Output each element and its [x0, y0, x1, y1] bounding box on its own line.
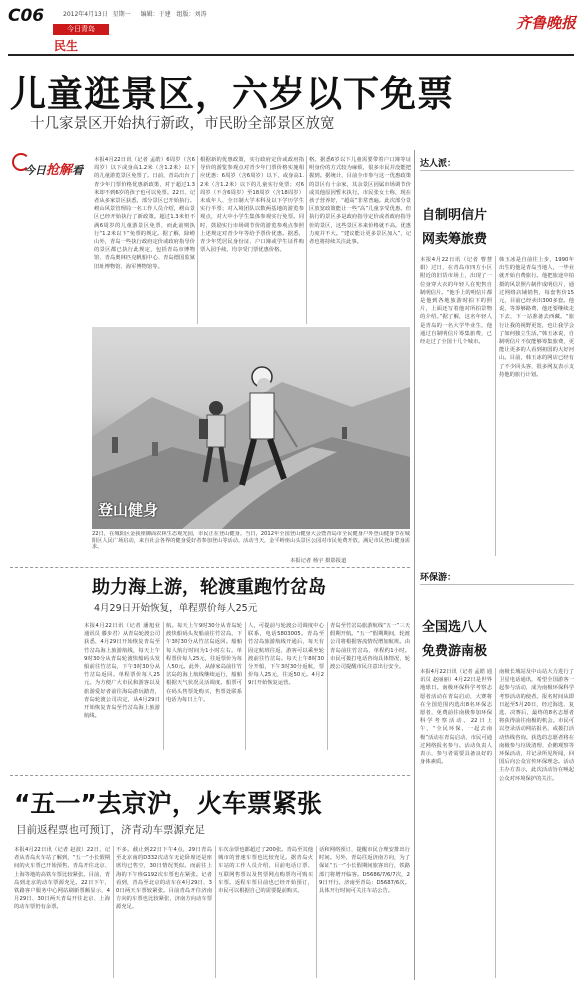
col-divider: [197, 156, 198, 324]
section-name: 民生: [54, 39, 79, 53]
story2-headline: 助力海上游，轮渡重跑竹岔岛: [92, 577, 326, 598]
page-number: C06: [8, 6, 45, 26]
story1-col3: 格。据悉6岁以下儿童需要带着户口簿等证明身份的方式较为麻烦，很多市民并没能把握到。据统计，目前全市参与这一优惠政策的景区有十余家，其余景区因属市场调节价或其他原因暂未执行。市民张女士称，现在孩子营养好，“超高”非常普遍。此次部分景区放宽政策能让一些“高”儿童享受优惠。但执行的景区多是政府指导定价或者政府指导价的景区，这些景区本来价格就不高。优惠力度并不大。“建议能让更多景区加入”，记者也将持续关注此事。: [309, 157, 411, 246]
story3-col3: 车次余票也都超过了200张。青岛至其他城市的普速车票也比较充足。据青岛火车站的工作人员介绍，目前电话订票、互联网售票以及售票网点购票均可购买车票。返程车票目前也已经开始预订，市民可以根据自己的需要提前购买。: [218, 847, 313, 895]
header-weekday: 星期一: [112, 11, 131, 18]
badge-main: 抢解: [46, 163, 73, 178]
side2-col1: 本报4月22日讯（记者 孟皓 通讯员 赵丽丽）4月22日是世界地球日。南极环保科学考察志愿者活动在青岛启动，大赛将在全国范围内选出8名环保志愿者，免费前往南极参加环保科学考察活动。22日上午，“全民环保，一起去南极”活动在青岛启动，市民可通过网络报名参与。活动负责人表示，参与者需要具备良好的身体素质。: [420, 669, 492, 766]
header-designer: 组版：刘涛: [176, 11, 207, 18]
badge-text: [24, 159, 83, 178]
side1-label: 达人派：: [420, 159, 457, 169]
col-divider: [316, 846, 317, 978]
story1-headline: 儿童逛景区，六岁以下免票: [10, 74, 455, 115]
col-divider: [495, 668, 496, 978]
side2-label-rule: [420, 584, 574, 585]
col-divider: [495, 256, 496, 556]
story3-headline: “五一”去京沪，火车票紧张: [14, 789, 322, 818]
story2-col4: 青岛至竹岔岛旅游航线“五一”三天假期开航。“五一”假期期间，轮渡公司将根据客流情况增加航班。由青岛前往竹岔岛，单程约1小时。市民可拨打电话咨询具体情况，轮渡公司提醒市民注意出行安全。: [330, 623, 410, 671]
side1-col1: 本报4月22日讯（记者 曹慧娟）过日，在青岛市四方小区附近的旧货市场上，出现了一位身穿大衣的年轻人在兜售自制明信片。“他手上的明信片都是他到各地旅游时拍下的照片，上面还写着他对所拍景物的介绍。”据了解，这名年轻人是青岛的一名大学毕业生，他通过自制明信片筹集旅费，已经走过了全国十几个城市。: [420, 257, 492, 346]
story2-col2: 航。每天上午9时30分从青岛轮渡快船码头发船前往竹岔岛，下午3时30分从竹岔岛返回。船舶每人航行时间为1小时左右。单程票价每人25元，往返票价为每人50元。此外，从薛家岛前往竹岔岛的海上航线继续运行，船舶根据天气状况灵活调度。船票可在码头售票处购买，售票处联系电话为每日上午。: [166, 623, 242, 703]
photo-overlay-caption: 登山健身: [98, 501, 159, 519]
header-rule: [8, 54, 574, 56]
col-divider: [163, 622, 164, 750]
story1-col2: 根据新的优惠政策，实行政府定价或政府指导价的游览参观点对青少年门票价格实施相应优惠：6周岁（含6周岁）以下，或身高1.2米（含1.2米）以下的儿童实行免票；对6周岁（不含6周岁）至18周岁（含18周岁）未成年人、全日制大学本科及以下学历学生实行半票；对入境团队以数两基地的游览参观点，对大中小学生集体参观实行免票。同时，鼓励实行市场调节价的游览参观点参照上述规定对青少年等给予票价优惠。据悉，青少年凭居民身份证、户口簿或学生证件购票入园手续，均享受门票优惠价格。: [200, 157, 304, 254]
side1-title-line1: 自制明信片: [422, 208, 488, 223]
col-divider: [245, 622, 246, 750]
section-divider: [10, 567, 410, 568]
header-date: 2012年4月13日: [63, 11, 108, 18]
col-divider: [327, 622, 328, 750]
header-editor: 编辑：于建: [140, 11, 171, 18]
side1-label-rule: [420, 170, 574, 171]
story3-col1: 本报4月22日讯（记者 赵波）22日，记者从青岛火车站了解到，“五一”小长假期间的火车票已开始预售，青岛开往北京、上海等地的高铁车票比较紧张。目前，青岛到北京的动车票源充足。22日下午，铁路客户服务中心网站刷新票额显示，4月29日、30日两天青岛开往北京、上海的动车票仍有余票。: [14, 847, 110, 911]
side1-col2: 韩玉冰是自前往上步，1990年出生的他是青岛当地人，一毕业就开始自费旅行。他把旅途中拍摄的风景照片制作成明信片，通过网络店铺销售，每套售价15元，目前已经卖出300多套。他说，等筹够路费，他还要继续走下去，下一站准备去西藏。“旅行让我的视野更宽，也让我学会了如何独立生活。”韩玉冰说，自制明信片不仅能够筹集旅费，更能让更多的人看到祖国的大好河山。目前，韩玉冰的网店已经有了不少回头客，很多网友表示支持他的旅行计划。: [499, 257, 574, 378]
side1-title-line2: 网卖筹旅费: [422, 232, 488, 247]
badge-prefix: 今日: [24, 164, 46, 177]
daily-badge: [10, 151, 100, 191]
story2-col1: 本报4月22日讯（记者 潘旭业 通讯员 滕步君）从青岛轮渡公司获悉，4月29日开始恢复青岛至竹岔岛海上旅游航线，每天上午9时30分从青岛轮渡快船码头发船前往竹岔岛，下午3时30分从竹岔岛返回。单程票价每人25元。为方便广大市民和游客以及旅游爱好者前往海岛游玩踏青，青岛轮渡公司决定，从4月29日开始恢复青岛至竹岔岛海上旅游航线。: [84, 623, 160, 720]
section-divider: [10, 775, 410, 776]
side2-col2: 南极长城站及中山站大力进行了卫星电话通讯，希望全国游客一起参与活动，成为南极环保科学考察活动的使者。报名时间从即日起至5月20日，经过海选、复选、决赛后，最终的8名志愿者将获得前往南极的机会。市民可以登录活动网站报名，或拨打活动热线咨询。获选的志愿者将在南极参与垃圾清理、企鹅观察等环保活动，并记录所见所闻，回国后向公众宣传环保理念。活动主办方表示，此次活动旨在唤起公众对环境保护的关注。: [499, 669, 574, 782]
sidebar-divider: [414, 150, 415, 980]
brand-logo: 齐鲁晚报: [516, 14, 577, 32]
story3-subhead: 目前返程票也可预订，济青动车票源充足: [16, 824, 205, 836]
side2-title-line2: 免费游南极: [422, 644, 488, 659]
story1-col1: 本报4月22日讯（记者 孟皓）6周岁（含6周岁）以下或身高1.2米（含1.2米）以下的儿童游览景区免票了。日前，青岛出台了青少年门票价格优惠新政策，对于超过1.3米却不到6岁的孩子也可以免票。22日，记者从多家景区获悉，部分景区已开始执行。崂山风景管理局一名工作人员介绍，崂山景区已经开始执行了新政策。超过1.3米但不满6周岁的儿童游景区免票，而此前则执行“1.2米以下”免票的规定。据了解，除崂山外，青岛一些执行政府定价或政府指导价的景区都已执行此规定，包括青岛市博物馆、青岛奥林匹克帆船中心、青岛德国监狱旧址博物馆、海军博物馆等。: [94, 157, 195, 270]
hiking-photo: [92, 327, 410, 529]
col-divider: [215, 846, 216, 978]
badge-suffix: 看: [72, 164, 84, 177]
side2-title-line1: 全国选八人: [422, 620, 488, 635]
col-divider: [306, 156, 307, 324]
story2-col3: 人，可提前与轮渡公司调度中心联系，电话5803005。青岛至竹岔岛旅游航线开通后，每天有固定航班往返，游客可以乘坐轮渡前往竹岔岛。每天上午8时30分开船，下午3时30分返航，票价每人25元，往返50元。4月29日开始恢复运营。: [248, 623, 324, 687]
section-tag: 今日青岛: [53, 24, 109, 35]
story3-col4: 话和网络预订，提醒市民合理安排出行时间。另外，青岛往返济南方向，为了保证“五一”小长假期间旅客出行，铁路部门将增开临客。D5686/7/6/7次，29日开行。济南至青岛：D5687/6次。具体开行时间可关注车站公告。: [319, 847, 410, 895]
story3-col2: 不多。截止到22日下午4点，29日青岛至北京南的D332次动车无论卧席还是座席均已售空，30日情况类似。而前往上海的下午班G192次车票也在紧张。记者看到，青岛至北京的动车在4月29日、30日两天车票较紧张。目前青岛开往济南方向的车票也比较紧张，济南方向动车票源充足。: [116, 847, 212, 911]
photo-caption: 22日，在城阳区金我座御面农林生态观光园，市民正在登山健身。当日，2012年全国登山健身大会暨青岛市全民健身户外登山健身节在城阳区人民广场启动，来自社会各界的健身爱好者参加登山等活动。活动当天，金平岭座山头景区公园对市民免费开放。满足市民登山健身需求。: [92, 531, 410, 551]
header-date-info: [63, 9, 207, 18]
story1-subhead: 十几家景区开始执行新政，市民盼全部景区放宽: [30, 116, 335, 132]
photo-credit: 本报记者 杨宇 摄影报道: [290, 558, 347, 564]
story2-subhead: 4月29日开始恢复，单程票价每人25元: [94, 603, 258, 614]
side2-label: 环保游：: [420, 573, 457, 583]
col-divider: [113, 846, 114, 978]
